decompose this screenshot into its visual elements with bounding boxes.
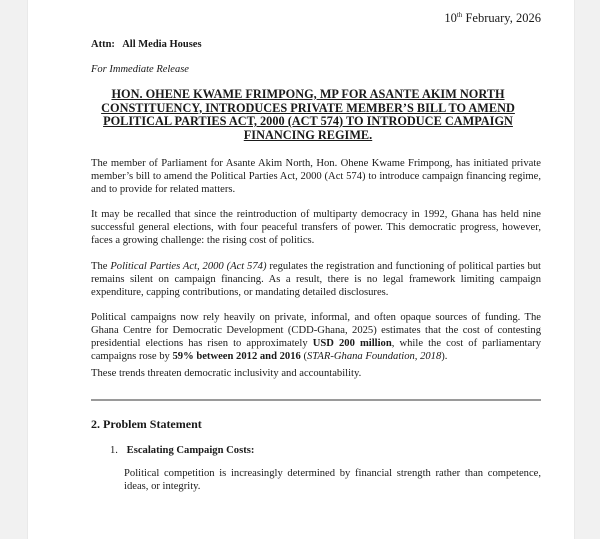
press-release-headline: HON. OHENE KWAME FRIMPONG, MP FOR ASANTE AKIM NORTH CONSTITUENCY, INTRODUCES PRIVATE MEMBER’S BILL TO AMEND POLITICAL PARTIES ACT, 2000 (ACT 574) TO INTRODUCE CAMPAIGN FINANCING REGIME.: [101, 87, 515, 142]
list-item-escalating-costs: [110, 445, 254, 456]
paragraph-act-574: The Political Parties Act, 2000 (Act 574) regulates the registration and functioning of political parties but remains silent on campaign financing. As a result, there is no legal framework limiting campaign expenditure, capping contributions, or mandating detailed disclosures.: [91, 261, 541, 298]
document-page: [27, 0, 575, 539]
attention-line: Attn: All Media Houses: [91, 39, 202, 50]
list-item-label: Escalating Campaign Costs:: [126, 445, 255, 456]
document-date: 10th February, 2026: [444, 11, 541, 25]
list-item-body: Political competition is increasingly determined by financial strength rather than competence, ideas, or integrity.: [124, 468, 541, 492]
release-label: For Immediate Release: [91, 64, 189, 75]
section-heading-problem-statement: 2. Problem Statement: [91, 417, 202, 431]
horizontal-divider: [91, 399, 541, 401]
list-number: 1.: [110, 445, 118, 456]
paragraph-background: It may be recalled that since the reintroduction of multiparty democracy in 1992, Ghana has held nine successful general elections, with four peaceful transfers of power. This democratic progress, however, faces a growing challenge: the rising cost of politics.: [91, 209, 541, 246]
paragraph-intro: The member of Parliament for Asante Akim North, Hon. Ohene Kwame Frimpong, has initiated private member’s bill to amend the Political Parties Act, 2000 (Act 574) to introduce campaign financing regime, and to provide for related matters.: [91, 158, 541, 195]
paragraph-campaign-costs: Political campaigns now rely heavily on private, informal, and often opaque sources of funding. The Ghana Centre for Democratic Development (CDD-Ghana, 2025) estimates that the cost of contesting presidential elections has risen to approximately USD 200 million, while the cost of parliamentary campaigns rose by 59% between 2012 and 2016 (STAR-Ghana Foundation, 2018).: [91, 312, 541, 362]
paragraph-conclusion: These trends threaten democratic inclusivity and accountability.: [91, 368, 362, 379]
